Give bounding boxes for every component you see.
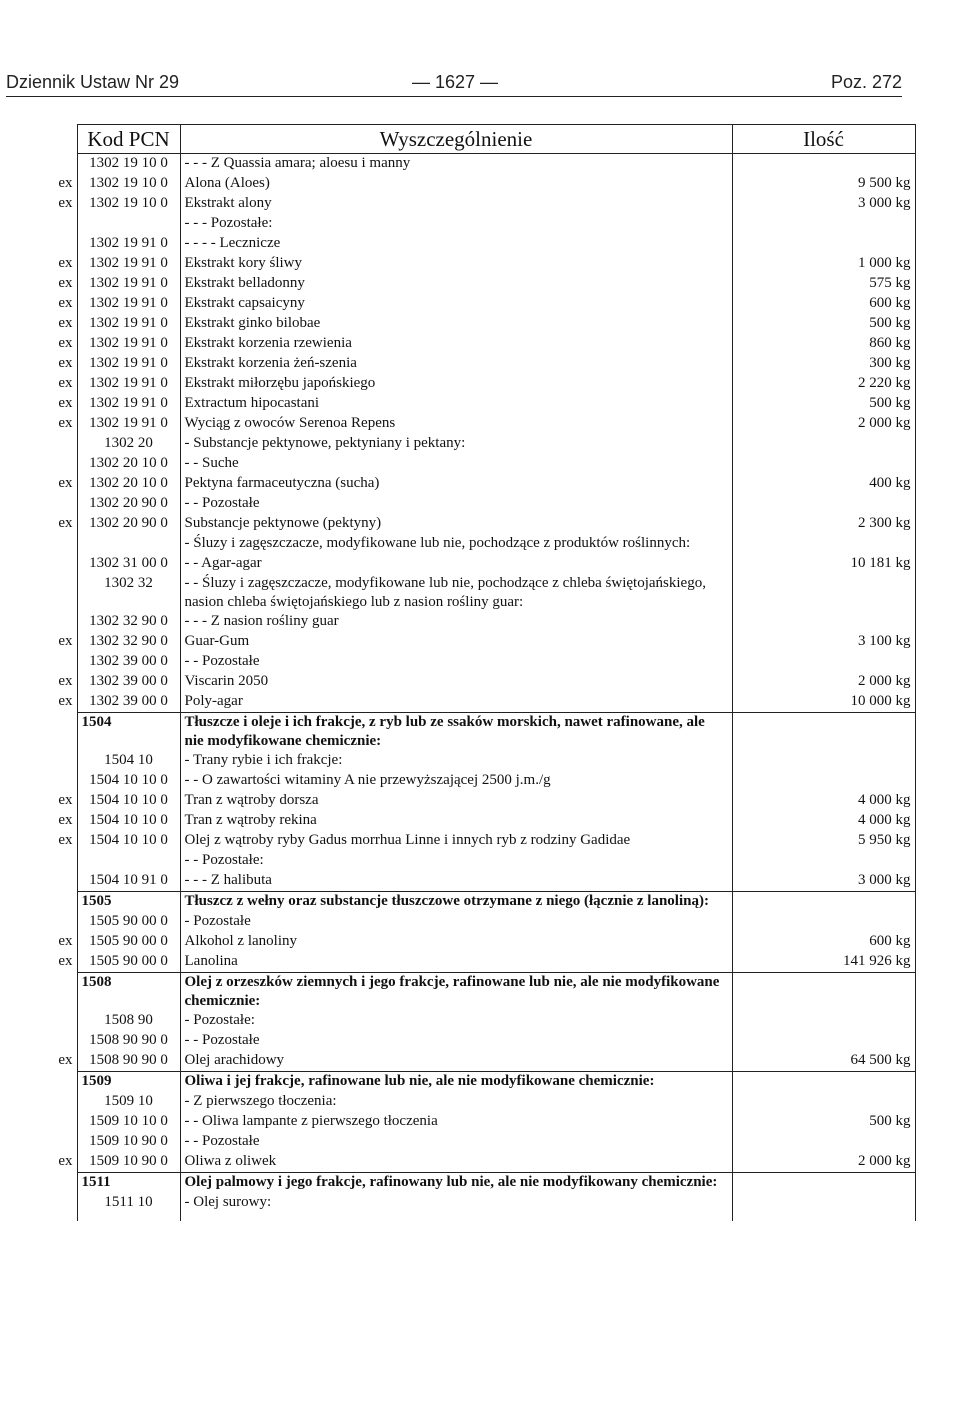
ex-marker: ex <box>58 195 73 211</box>
table-header-row <box>42 125 915 154</box>
table-row <box>42 1072 915 1093</box>
quantity <box>732 652 915 672</box>
table-row <box>42 234 915 254</box>
table-row <box>42 414 915 434</box>
table-row <box>42 514 915 534</box>
pcn-code: 1302 19 91 0 <box>77 234 180 254</box>
quantity: 10 181 kg <box>732 554 915 574</box>
ex-marker <box>42 1072 77 1093</box>
description: Tłuszcz z wełny oraz substancje tłuszczowe otrzymane z niego (łącznie z lanoliną): <box>180 892 732 913</box>
ex-marker: ex <box>58 673 73 689</box>
description: - Z pierwszego tłoczenia: <box>180 1092 732 1112</box>
table-row <box>42 1193 915 1221</box>
quantity: 300 kg <box>732 354 915 374</box>
description: Tłuszcze i oleje i ich frakcje, z ryb lub ze ssaków morskich, nawet rafinowane, ale nie modyfikowane chemicznie: <box>180 713 732 752</box>
description: - - Pozostałe <box>180 1031 732 1051</box>
quantity: 860 kg <box>732 334 915 354</box>
pcn-code: 1302 20 90 0 <box>77 494 180 514</box>
table-row <box>42 374 915 394</box>
table-row <box>42 294 915 314</box>
pcn-code: 1504 10 <box>77 751 180 771</box>
ex-marker: ex <box>58 275 73 291</box>
pcn-code: 1302 19 91 0 <box>77 294 180 314</box>
table-row <box>42 612 915 632</box>
ex-marker: ex <box>58 315 73 331</box>
pcn-code: 1302 20 <box>77 434 180 454</box>
quantity: 10 000 kg <box>732 692 915 713</box>
description: - - - Z halibuta <box>180 871 732 892</box>
table-row <box>42 912 915 932</box>
journal-title: Dziennik Ustaw Nr 29 <box>6 72 180 92</box>
quantity: 575 kg <box>732 274 915 294</box>
table-row <box>42 952 915 973</box>
description: - - Śluzy i zagęszczacze, modyfikowane lub nie, pochodzące z chleba świętojańskiego, nasion chleba świętojańskiego lub z nasion rośliny guar: <box>180 574 732 612</box>
description: - - Pozostałe <box>180 652 732 672</box>
description: Oliwa z oliwek <box>180 1152 732 1173</box>
ex-marker <box>42 1011 77 1031</box>
description: - - Pozostałe: <box>180 851 732 871</box>
pcn-code <box>77 851 180 871</box>
description: Oliwa i jej frakcje, rafinowane lub nie, ale nie modyfikowane chemicznie: <box>180 1072 732 1093</box>
table-row <box>42 314 915 334</box>
description: - - Agar-agar <box>180 554 732 574</box>
pcn-code: 1302 19 91 0 <box>77 274 180 294</box>
ex-marker <box>42 154 77 175</box>
table-row <box>42 1112 915 1132</box>
table-row <box>42 254 915 274</box>
description: Wyciąg z owoców Serenoa Repens <box>180 414 732 434</box>
quantity: 2 000 kg <box>732 1152 915 1173</box>
pcn-code: 1505 <box>77 892 180 913</box>
pcn-code: 1504 10 10 0 <box>77 811 180 831</box>
ex-marker <box>42 494 77 514</box>
ex-marker <box>42 1193 77 1221</box>
description: Ekstrakt ginko bilobae <box>180 314 732 334</box>
quantity: 3 000 kg <box>732 871 915 892</box>
description: Olej z orzeszków ziemnych i jego frakcje, rafinowane lub nie, ale nie modyfikowane chemicznie: <box>180 973 732 1012</box>
table-row <box>42 652 915 672</box>
description: - Pozostałe <box>180 912 732 932</box>
quantity <box>732 851 915 871</box>
pcn-table <box>42 124 916 1221</box>
ex-marker <box>42 1092 77 1112</box>
table-row <box>42 831 915 851</box>
description: Olej z wątroby ryby Gadus morrhua Linne i innych ryb z rodziny Gadidae <box>180 831 732 851</box>
table-row <box>42 1031 915 1051</box>
ex-marker <box>42 454 77 474</box>
quantity <box>732 574 915 612</box>
pcn-code: 1504 10 10 0 <box>77 831 180 851</box>
pcn-code: 1504 10 10 0 <box>77 791 180 811</box>
table-row <box>42 274 915 294</box>
quantity: 5 950 kg <box>732 831 915 851</box>
pcn-code: 1302 19 91 0 <box>77 314 180 334</box>
description: Olej arachidowy <box>180 1051 732 1072</box>
pcn-code: 1302 19 10 0 <box>77 174 180 194</box>
quantity: 600 kg <box>732 932 915 952</box>
quantity <box>732 214 915 234</box>
pcn-code: 1302 39 00 0 <box>77 672 180 692</box>
ex-column-header <box>42 125 77 154</box>
description: - - Pozostałe <box>180 494 732 514</box>
pcn-code <box>77 534 180 554</box>
description: - Substancje pektynowe, pektyniany i pektany: <box>180 434 732 454</box>
pcn-code: 1302 19 91 0 <box>77 414 180 434</box>
pcn-code: 1511 <box>77 1173 180 1194</box>
description: Alona (Aloes) <box>180 174 732 194</box>
quantity <box>732 1193 915 1221</box>
quantity <box>732 1173 915 1194</box>
pcn-code: 1302 39 00 0 <box>77 652 180 672</box>
quantity <box>732 494 915 514</box>
ex-marker <box>42 713 77 752</box>
pcn-code: 1504 <box>77 713 180 752</box>
description: - Śluzy i zagęszczacze, modyfikowane lub nie, pochodzące z produktów roślinnych: <box>180 534 732 554</box>
quantity: 3 000 kg <box>732 194 915 214</box>
quantity: 600 kg <box>732 294 915 314</box>
quantity: 2 220 kg <box>732 374 915 394</box>
table-row <box>42 771 915 791</box>
table-row <box>42 932 915 952</box>
quantity: 3 100 kg <box>732 632 915 652</box>
quantity: 2 000 kg <box>732 414 915 434</box>
table-row <box>42 692 915 713</box>
pcn-code: 1509 10 90 0 <box>77 1132 180 1152</box>
table-row <box>42 892 915 913</box>
quantity <box>732 1031 915 1051</box>
pcn-code: 1504 10 10 0 <box>77 771 180 791</box>
ex-marker: ex <box>58 375 73 391</box>
pcn-code: 1509 10 90 0 <box>77 1152 180 1173</box>
ex-marker: ex <box>58 255 73 271</box>
pcn-code: 1302 39 00 0 <box>77 692 180 713</box>
pcn-code: 1505 90 00 0 <box>77 952 180 973</box>
description: Pektyna farmaceutyczna (sucha) <box>180 474 732 494</box>
table-row <box>42 871 915 892</box>
table-row <box>42 554 915 574</box>
description: - - - - Lecznicze <box>180 234 732 254</box>
pcn-code: 1505 90 00 0 <box>77 932 180 952</box>
ex-marker: ex <box>58 355 73 371</box>
description: - - O zawartości witaminy A nie przewyższającej 2500 j.m./g <box>180 771 732 791</box>
description: Ekstrakt korzenia rzewienia <box>180 334 732 354</box>
pcn-code: 1302 19 91 0 <box>77 374 180 394</box>
table-body <box>42 154 915 1222</box>
ex-marker: ex <box>58 792 73 808</box>
ex-marker <box>42 892 77 913</box>
quantity: 4 000 kg <box>732 791 915 811</box>
description: Tran z wątroby dorsza <box>180 791 732 811</box>
kod-column-header: Kod PCN <box>77 125 180 154</box>
table-row <box>42 394 915 414</box>
position-number: Poz. 272 <box>830 72 902 92</box>
quantity <box>732 771 915 791</box>
description: Poly-agar <box>180 692 732 713</box>
quantity: 2 300 kg <box>732 514 915 534</box>
description: Ekstrakt miłorzębu japońskiego <box>180 374 732 394</box>
description: Ekstrakt capsaicyny <box>180 294 732 314</box>
quantity: 9 500 kg <box>732 174 915 194</box>
quantity <box>732 454 915 474</box>
description: - Pozostałe: <box>180 1011 732 1031</box>
quantity: 400 kg <box>732 474 915 494</box>
ex-marker <box>42 851 77 871</box>
description: Olej palmowy i jego frakcje, rafinowany lub nie, ale nie modyfikowany chemicznie: <box>180 1173 732 1194</box>
table-row <box>42 851 915 871</box>
page-number: — 1627 — <box>412 72 499 92</box>
quantity <box>732 912 915 932</box>
ex-marker <box>42 234 77 254</box>
description: Extractum hipocastani <box>180 394 732 414</box>
ex-marker <box>42 652 77 672</box>
table-row <box>42 791 915 811</box>
header-divider <box>6 96 902 97</box>
quantity <box>732 973 915 1012</box>
description: Substancje pektynowe (pektyny) <box>180 514 732 534</box>
ex-marker <box>42 1031 77 1051</box>
table-row <box>42 632 915 652</box>
quantity <box>732 713 915 752</box>
pcn-code: 1509 10 <box>77 1092 180 1112</box>
table-row <box>42 1132 915 1152</box>
table-row <box>42 811 915 831</box>
pcn-code: 1302 19 91 0 <box>77 394 180 414</box>
ex-marker <box>42 871 77 892</box>
ex-marker <box>42 214 77 234</box>
table-row <box>42 1092 915 1112</box>
pcn-code: 1302 32 <box>77 574 180 612</box>
ex-marker: ex <box>58 812 73 828</box>
table-row <box>42 354 915 374</box>
pcn-code: 1302 19 91 0 <box>77 254 180 274</box>
quantity: 1 000 kg <box>732 254 915 274</box>
pcn-code: 1508 90 <box>77 1011 180 1031</box>
table-row <box>42 494 915 514</box>
pcn-code: 1302 19 91 0 <box>77 354 180 374</box>
ex-marker: ex <box>58 693 73 709</box>
pcn-code: 1302 32 90 0 <box>77 612 180 632</box>
quantity <box>732 892 915 913</box>
pcn-code: 1509 <box>77 1072 180 1093</box>
quantity: 4 000 kg <box>732 811 915 831</box>
table-row <box>42 194 915 214</box>
table-row <box>42 574 915 612</box>
table-row <box>42 154 915 175</box>
table-row <box>42 214 915 234</box>
table-row <box>42 1152 915 1173</box>
ex-marker <box>42 1132 77 1152</box>
quantity: 500 kg <box>732 394 915 414</box>
ex-marker: ex <box>58 515 73 531</box>
ex-marker <box>42 534 77 554</box>
description: Lanolina <box>180 952 732 973</box>
ex-marker: ex <box>58 633 73 649</box>
ex-marker <box>42 912 77 932</box>
table-row <box>42 434 915 454</box>
ex-marker: ex <box>58 1052 73 1068</box>
description: Ekstrakt korzenia żeń-szenia <box>180 354 732 374</box>
pcn-code: 1505 90 00 0 <box>77 912 180 932</box>
quantity: 64 500 kg <box>732 1051 915 1072</box>
ex-marker: ex <box>58 832 73 848</box>
desc-column-header: Wyszczególnienie <box>180 125 732 154</box>
ex-marker <box>42 973 77 1012</box>
description: - Trany rybie i ich frakcje: <box>180 751 732 771</box>
ex-marker: ex <box>58 295 73 311</box>
pcn-code: 1504 10 91 0 <box>77 871 180 892</box>
pcn-code: 1511 10 <box>77 1193 180 1221</box>
ex-marker: ex <box>58 395 73 411</box>
quantity: 2 000 kg <box>732 672 915 692</box>
description: - - Suche <box>180 454 732 474</box>
description: - - - Z nasion rośliny guar <box>180 612 732 632</box>
pcn-code <box>77 214 180 234</box>
pcn-code: 1508 90 90 0 <box>77 1031 180 1051</box>
ex-marker <box>42 751 77 771</box>
quantity <box>732 1092 915 1112</box>
pcn-code: 1302 20 90 0 <box>77 514 180 534</box>
table-row <box>42 713 915 752</box>
table-row <box>42 534 915 554</box>
ex-marker <box>42 434 77 454</box>
ex-marker: ex <box>58 335 73 351</box>
pcn-code: 1302 19 91 0 <box>77 334 180 354</box>
table-row <box>42 973 915 1012</box>
ex-marker <box>42 1173 77 1194</box>
quantity: 500 kg <box>732 1112 915 1132</box>
pcn-code: 1302 19 10 0 <box>77 154 180 175</box>
ex-marker: ex <box>58 953 73 969</box>
pcn-code: 1509 10 10 0 <box>77 1112 180 1132</box>
ex-marker: ex <box>58 175 73 191</box>
description: - Olej surowy: <box>180 1193 732 1221</box>
description: Ekstrakt alony <box>180 194 732 214</box>
quantity: 141 926 kg <box>732 952 915 973</box>
description: - - - Pozostałe: <box>180 214 732 234</box>
pcn-code: 1302 19 10 0 <box>77 194 180 214</box>
description: Ekstrakt kory śliwy <box>180 254 732 274</box>
page-header <box>6 68 902 94</box>
quantity <box>732 1132 915 1152</box>
quantity <box>732 1011 915 1031</box>
pcn-code: 1508 <box>77 973 180 1012</box>
table-row <box>42 751 915 771</box>
table-row <box>42 454 915 474</box>
quantity <box>732 534 915 554</box>
table-row <box>42 334 915 354</box>
quantity <box>732 434 915 454</box>
ex-marker: ex <box>58 933 73 949</box>
pcn-code: 1302 20 10 0 <box>77 454 180 474</box>
description: Guar-Gum <box>180 632 732 652</box>
description: Alkohol z lanoliny <box>180 932 732 952</box>
description: - - Oliwa lampante z pierwszego tłoczenia <box>180 1112 732 1132</box>
quantity <box>732 154 915 175</box>
description: - - Pozostałe <box>180 1132 732 1152</box>
description: Tran z wątroby rekina <box>180 811 732 831</box>
quantity <box>732 234 915 254</box>
pcn-code: 1508 90 90 0 <box>77 1051 180 1072</box>
table-row <box>42 1011 915 1031</box>
ex-marker: ex <box>58 1153 73 1169</box>
ex-marker <box>42 554 77 574</box>
description: - - - Z Quassia amara; aloesu i manny <box>180 154 732 175</box>
quantity <box>732 751 915 771</box>
table-row <box>42 1173 915 1194</box>
ex-marker: ex <box>58 415 73 431</box>
description: Ekstrakt belladonny <box>180 274 732 294</box>
quantity <box>732 612 915 632</box>
table-row <box>42 1051 915 1072</box>
table-row <box>42 672 915 692</box>
ex-marker <box>42 1112 77 1132</box>
ex-marker <box>42 574 77 612</box>
ex-marker <box>42 612 77 632</box>
pcn-code: 1302 31 00 0 <box>77 554 180 574</box>
ex-marker <box>42 771 77 791</box>
qty-column-header: Ilość <box>732 125 915 154</box>
description: Viscarin 2050 <box>180 672 732 692</box>
table-row <box>42 174 915 194</box>
pcn-code: 1302 32 90 0 <box>77 632 180 652</box>
pcn-code: 1302 20 10 0 <box>77 474 180 494</box>
ex-marker: ex <box>58 475 73 491</box>
quantity: 500 kg <box>732 314 915 334</box>
quantity <box>732 1072 915 1093</box>
table-row <box>42 474 915 494</box>
